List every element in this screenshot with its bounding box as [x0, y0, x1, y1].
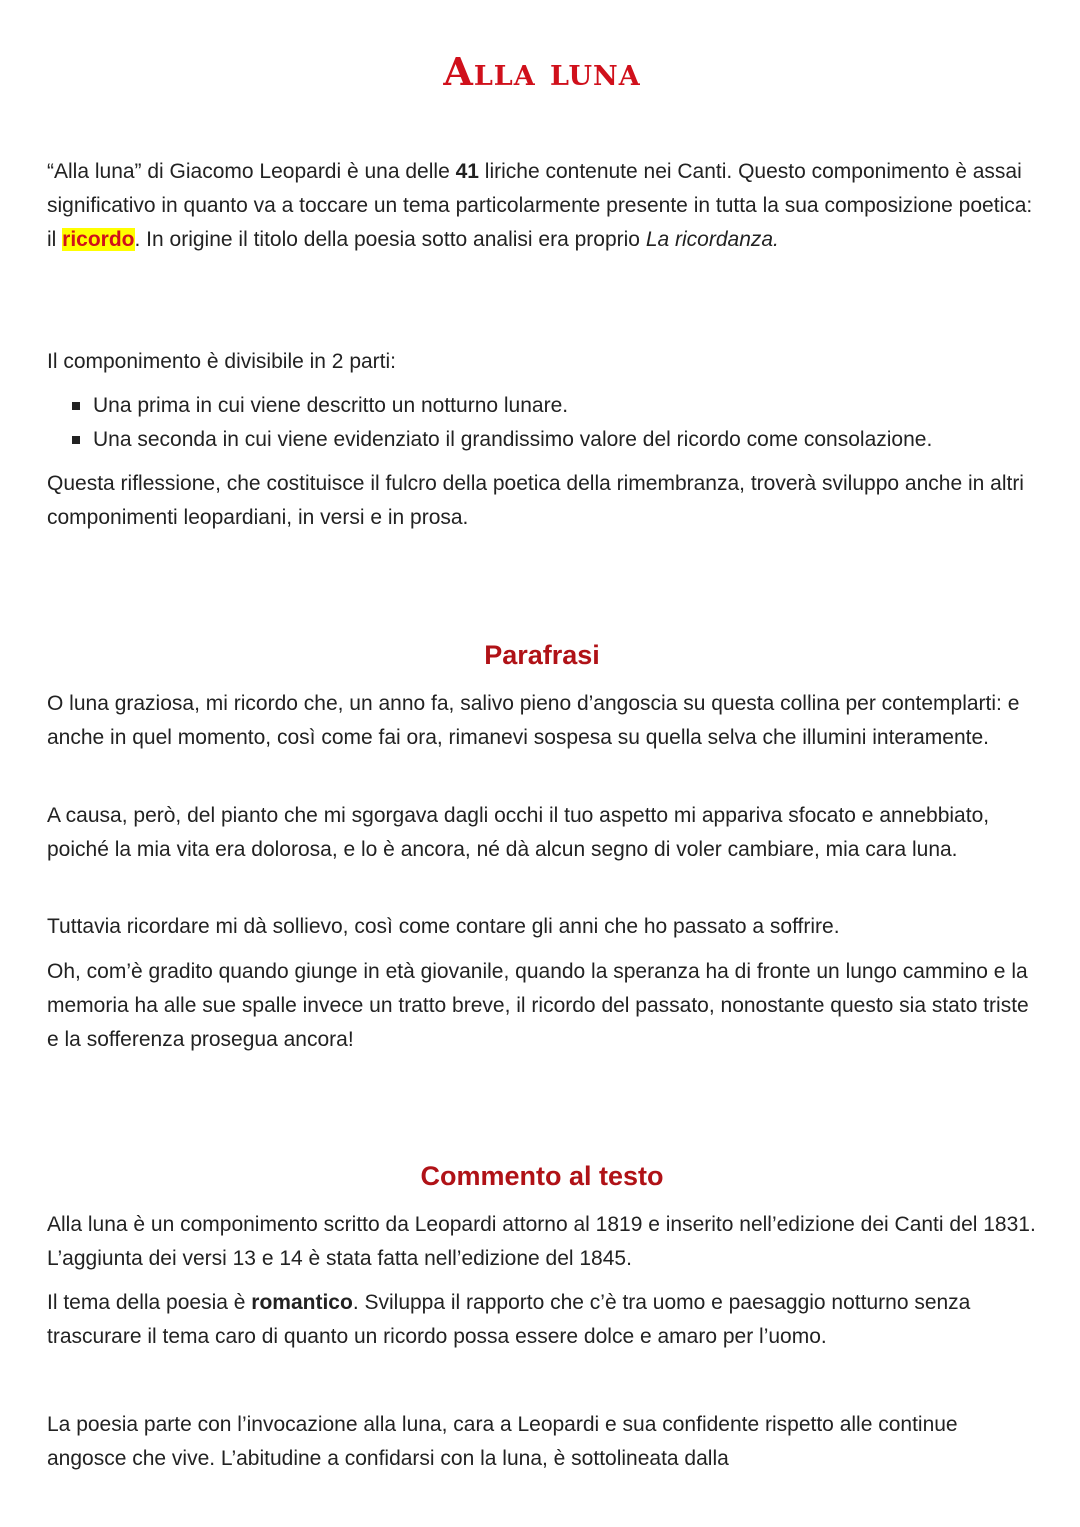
commento-p2-text-a: Il tema della poesia è [47, 1291, 252, 1314]
intro-p1-number: 41 [455, 160, 479, 183]
intro-paragraph-1 [47, 155, 1037, 257]
bullet-text: Una seconda in cui viene evidenziato il grandissimo valore del ricordo come consolazione. [93, 428, 933, 451]
parafrasi-paragraph-1: O luna graziosa, mi ricordo che, un anno fa, salivo pieno d’angoscia su questa collina per contemplarti: e anche in quel momento, così come fai ora, rimanevi sospesa su quella selva che illumini interamente. [47, 692, 1020, 749]
parafrasi-heading: Parafrasi [484, 640, 600, 670]
square-bullet-icon [72, 402, 80, 410]
intro-p1-text-c: . In origine il titolo della poesia sotto analisi era proprio [134, 228, 646, 251]
parts-bullet-list [47, 389, 1047, 457]
commento-heading: Commento al testo [420, 1161, 664, 1191]
list-item [47, 389, 1047, 423]
commento-paragraph-3: La poesia parte con l’invocazione alla luna, cara a Leopardi e sua confidente rispetto alle continue angosce che vive. L’abitudine a confidarsi con la luna, è sottolineata dalla [47, 1413, 958, 1470]
parafrasi-paragraph-2: A causa, però, del pianto che mi sgorgava dagli occhi il tuo aspetto mi appariva sfocato e annebbiato, poiché la mia vita era dolorosa, e lo è ancora, né dà alcun segno di voler cambiare, mia cara luna. [47, 804, 990, 861]
intro-p1-text-b: liriche contenute nei Canti. Questo componimento è assai significativo in quanto va a toccare un tema particolarmente presente in tutta la sua composizione poetica: il [47, 160, 1033, 251]
highlighted-word: ricordo [62, 228, 135, 251]
intro-p1-text-a: “Alla luna” di Giacomo Leopardi è una delle [47, 160, 456, 183]
list-item [47, 423, 1047, 457]
commento-paragraph-1: Alla luna è un componimento scritto da Leopardi attorno al 1819 e inserito nell’edizione dei Canti del 1831. L’aggiunta dei versi 13 e 14 è stata fatta nell’edizione del 1845. [47, 1213, 1036, 1270]
intro-paragraph-3: Questa riflessione, che costituisce il fulcro della poetica della rimembranza, troverà sviluppo anche in altri componimenti leopardiani, in versi e in prosa. [47, 472, 1024, 529]
commento-p2-bold: romantico [251, 1291, 353, 1314]
commento-paragraph-2 [47, 1286, 1037, 1354]
intro-p1-italic-title: La ricordanza. [645, 228, 779, 251]
document-title: Alla luna [443, 49, 641, 94]
bullet-text: Una prima in cui viene descritto un notturno lunare. [93, 394, 569, 417]
square-bullet-icon [72, 436, 80, 444]
commento-p2-text-b: . Sviluppa il rapporto che c’è tra uomo e paesaggio notturno senza trascurare il tema caro di quanto un ricordo possa essere dolce e amaro per l’uomo. [47, 1291, 971, 1348]
parafrasi-paragraph-3: Tuttavia ricordare mi dà sollievo, così come contare gli anni che ho passato a soffrire. [47, 915, 840, 938]
intro-paragraph-2: Il componimento è divisibile in 2 parti: [47, 350, 397, 373]
parafrasi-paragraph-4: Oh, com’è gradito quando giunge in età giovanile, quando la speranza ha di fronte un lungo cammino e la memoria ha alle sue spalle invece un tratto breve, il ricordo del passato, nonostante questo sia stato triste e la sofferenza prosegua ancora! [47, 960, 1029, 1051]
